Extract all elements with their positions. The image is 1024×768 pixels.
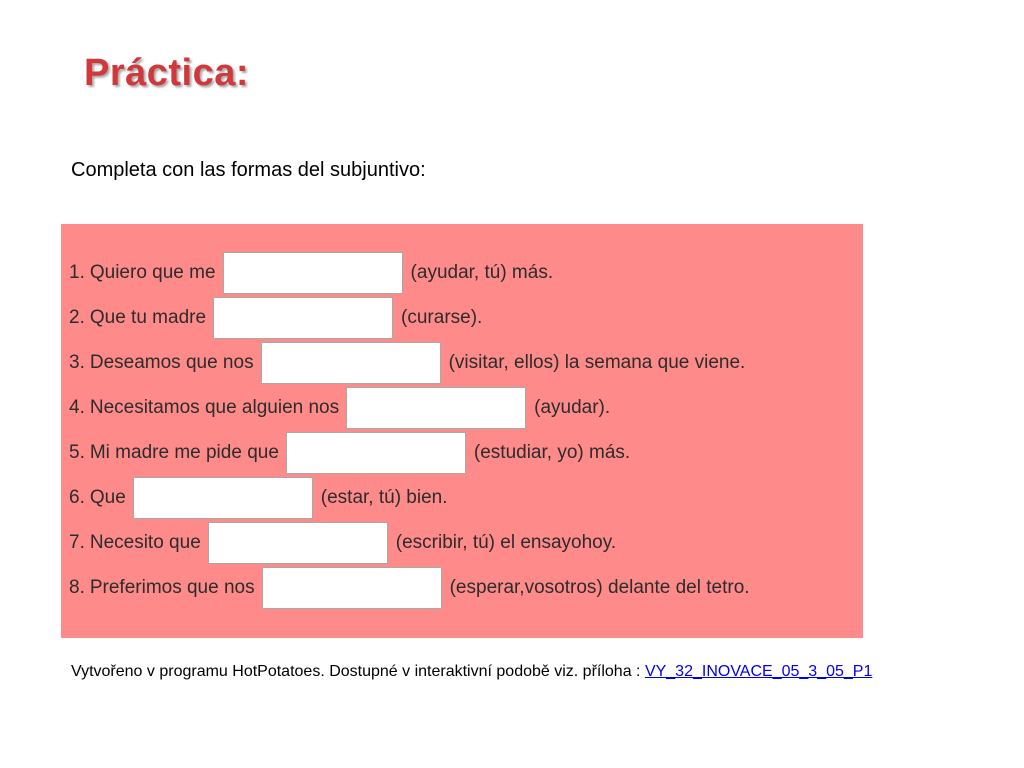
footer-text: Vytvořeno v programu HotPotatoes. Dostupné v interaktivní podobě viz. příloha : <box>71 663 645 680</box>
item-number: 1. <box>69 262 85 283</box>
item-prompt: Quiero que me <box>89 262 216 283</box>
slide-title: Práctica: <box>84 52 250 94</box>
item-number: 2. <box>69 307 85 328</box>
item-prompt: Necesito que <box>89 532 201 553</box>
item-number: 8. <box>69 577 85 598</box>
item-hint: (curarse). <box>401 307 483 328</box>
exercise-item-5 <box>69 432 630 474</box>
item-prompt: Deseamos que nos <box>89 352 254 373</box>
answer-input-8[interactable] <box>262 567 442 609</box>
item-hint: (visitar, ellos) la semana que viene. <box>448 352 746 373</box>
answer-input-7[interactable] <box>208 522 388 564</box>
exercise-item-8 <box>69 567 750 609</box>
item-number: 6. <box>69 487 85 508</box>
exercise-panel <box>61 224 863 638</box>
instruction-text: Completa con las formas del subjuntivo: <box>71 159 426 181</box>
answer-input-3[interactable] <box>261 342 441 384</box>
item-hint: (ayudar). <box>534 397 611 418</box>
exercise-item-7 <box>69 522 616 564</box>
item-prompt: Preferimos que nos <box>89 577 255 598</box>
item-number: 7. <box>69 532 85 553</box>
item-number: 3. <box>69 352 85 373</box>
item-number: 4. <box>69 397 85 418</box>
item-prompt: Que tu madre <box>89 307 207 328</box>
exercise-item-4 <box>69 387 610 429</box>
item-prompt: Necesitamos que alguien nos <box>89 397 340 418</box>
item-prompt: Que <box>89 487 126 508</box>
answer-input-6[interactable] <box>133 477 313 519</box>
item-prompt: Mi madre me pide que <box>89 442 279 463</box>
item-number: 5. <box>69 442 85 463</box>
exercise-item-2 <box>69 297 482 339</box>
item-hint: (estudiar, yo) más. <box>473 442 631 463</box>
answer-input-1[interactable] <box>223 252 403 294</box>
answer-input-4[interactable] <box>346 387 526 429</box>
item-hint: (estar, tú) bien. <box>320 487 448 508</box>
attachment-link[interactable]: VY_32_INOVACE_05_3_05_P1 <box>644 663 873 680</box>
item-hint: (ayudar, tú) más. <box>410 262 554 283</box>
item-hint: (esperar,vosotros) delante del tetro. <box>449 577 750 598</box>
exercise-item-1 <box>69 252 553 294</box>
footer-note <box>71 663 872 681</box>
exercise-item-6 <box>69 477 448 519</box>
answer-input-2[interactable] <box>213 297 393 339</box>
exercise-item-3 <box>69 342 745 384</box>
item-hint: (escribir, tú) el ensayohoy. <box>395 532 617 553</box>
answer-input-5[interactable] <box>286 432 466 474</box>
